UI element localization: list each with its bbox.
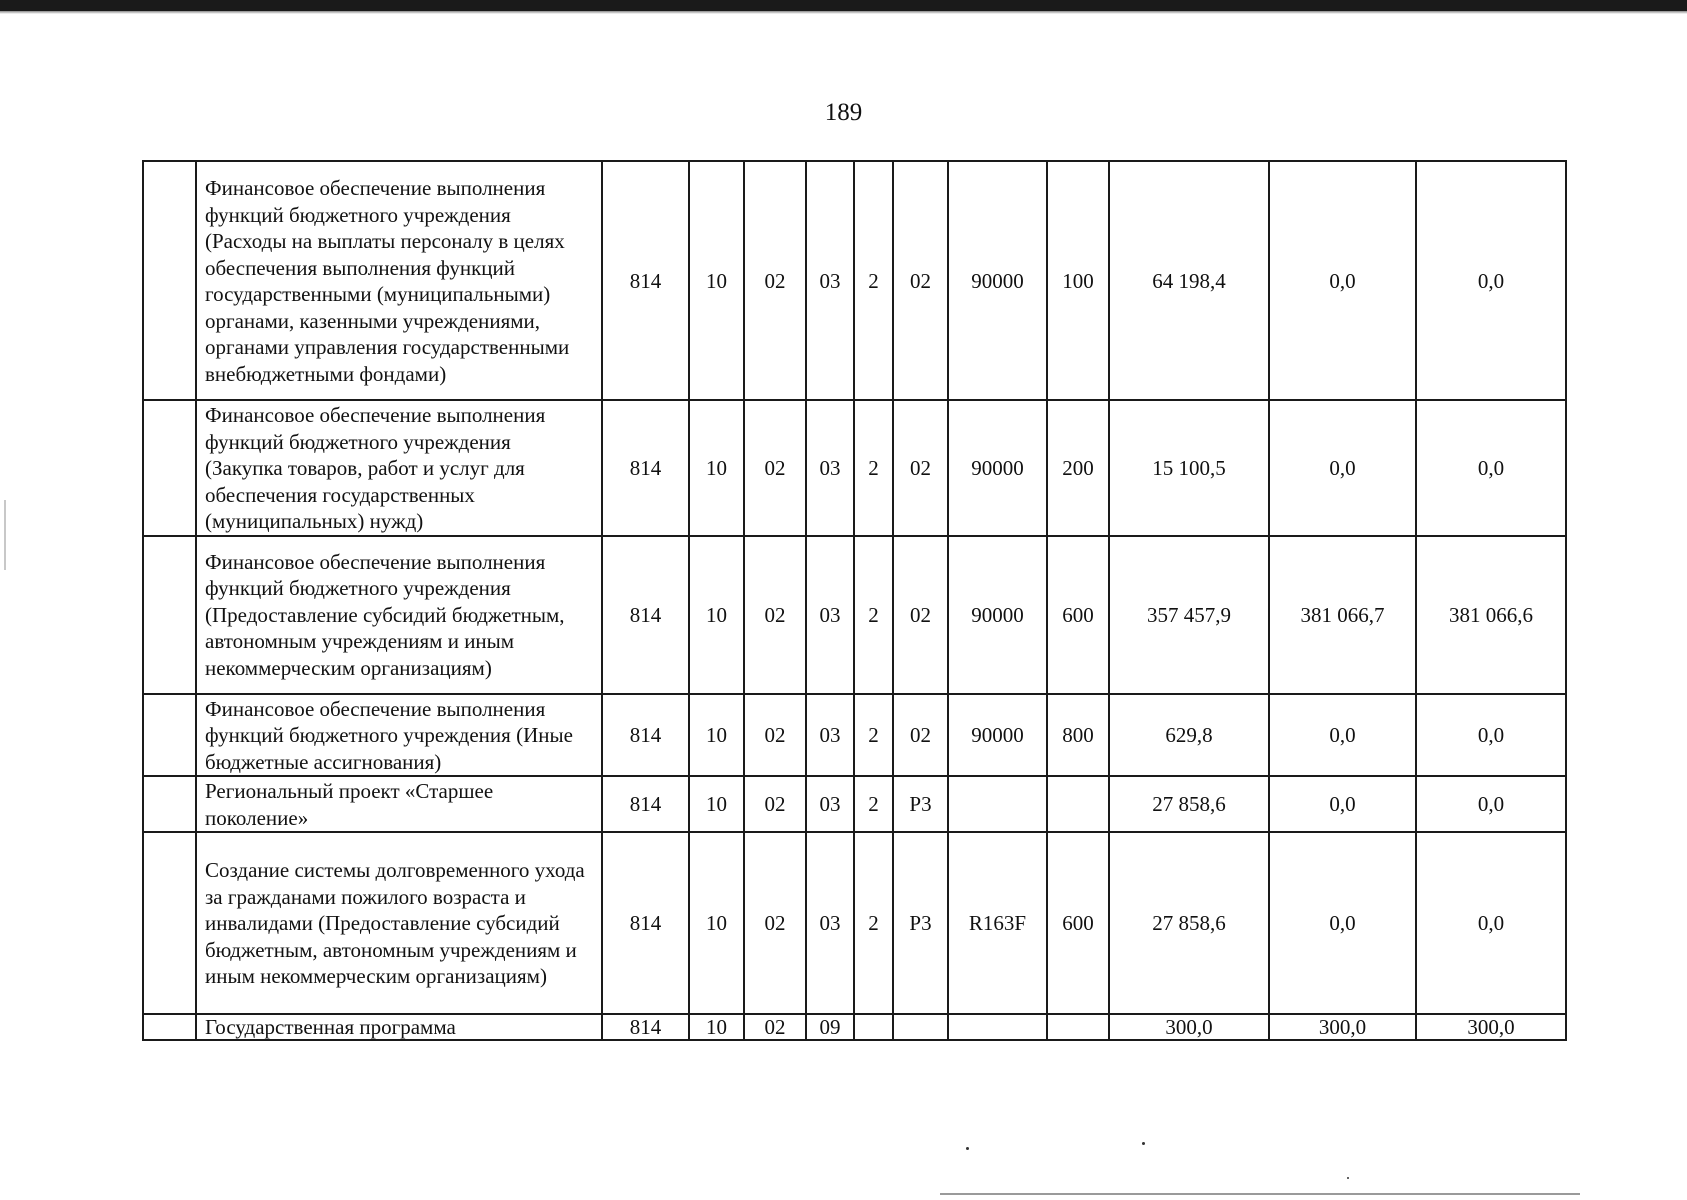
subprogram-code: 2: [854, 161, 893, 400]
main-event-code: P3: [893, 776, 948, 832]
section-code: 10: [689, 832, 744, 1014]
program-code: 09: [806, 1014, 854, 1040]
main-event-code: 02: [893, 536, 948, 694]
main-event-code: 02: [893, 694, 948, 777]
amount-year-2: 0,0: [1269, 400, 1416, 536]
section-code: 10: [689, 694, 744, 777]
amount-year-1: 629,8: [1109, 694, 1269, 777]
amount-year-1: 64 198,4: [1109, 161, 1269, 400]
program-code: 03: [806, 161, 854, 400]
ved-code: 814: [602, 694, 689, 777]
scan-dot: [1142, 1142, 1145, 1145]
amount-year-1: 357 457,9: [1109, 536, 1269, 694]
amount-year-2: 0,0: [1269, 776, 1416, 832]
page-number: 189: [824, 99, 863, 126]
ved-code: 814: [602, 161, 689, 400]
program-code: 03: [806, 536, 854, 694]
table-row: [143, 161, 1566, 400]
main-event-code: 02: [893, 161, 948, 400]
section-code: 10: [689, 776, 744, 832]
subsection-code: 02: [744, 776, 806, 832]
amount-year-2: 381 066,7: [1269, 536, 1416, 694]
row-description: Финансовое обеспечение выполнения функций бюджетного учреждения (Иные бюджетные ассигнования): [196, 694, 602, 777]
row-marker-cell: [143, 694, 196, 777]
subprogram-code: 2: [854, 694, 893, 777]
row-description: Региональный проект «Старшее поколение»: [196, 776, 602, 832]
ved-code: 814: [602, 1014, 689, 1040]
row-marker-cell: [143, 776, 196, 832]
row-marker-cell: [143, 161, 196, 400]
table-row: [143, 832, 1566, 1014]
row-marker-cell: [143, 832, 196, 1014]
table-row: [143, 694, 1566, 777]
scan-left-mark: [4, 500, 6, 570]
subsection-code: 02: [744, 400, 806, 536]
subsection-code: 02: [744, 161, 806, 400]
scan-top-edge: [0, 0, 1687, 11]
scan-top-shadow: [0, 11, 1687, 14]
row-description: Создание системы долговременного ухода за гражданами пожилого возраста и инвалидами (Предоставление субсидий бюджетным, автономным учреждениям и иным некоммерческим организациям): [196, 832, 602, 1014]
amount-year-2: 300,0: [1269, 1014, 1416, 1040]
direction-code: 90000: [948, 536, 1047, 694]
expense-type-code: 600: [1047, 832, 1109, 1014]
amount-year-2: 0,0: [1269, 161, 1416, 400]
row-marker-cell: [143, 536, 196, 694]
program-code: 03: [806, 832, 854, 1014]
subsection-code: 02: [744, 694, 806, 777]
program-code: 03: [806, 694, 854, 777]
section-code: 10: [689, 536, 744, 694]
program-code: 03: [806, 400, 854, 536]
row-marker-cell: [143, 400, 196, 536]
amount-year-3: 300,0: [1416, 1014, 1566, 1040]
scan-dot: [1347, 1177, 1349, 1179]
subsection-code: 02: [744, 1014, 806, 1040]
amount-year-3: 0,0: [1416, 161, 1566, 400]
budget-table-body: [143, 161, 1566, 1040]
amount-year-3: 0,0: [1416, 400, 1566, 536]
amount-year-1: 300,0: [1109, 1014, 1269, 1040]
expense-type-code: 600: [1047, 536, 1109, 694]
amount-year-3: 381 066,6: [1416, 536, 1566, 694]
amount-year-1: 27 858,6: [1109, 776, 1269, 832]
ved-code: 814: [602, 400, 689, 536]
table-row: [143, 776, 1566, 832]
subprogram-code: 2: [854, 400, 893, 536]
budget-table: [142, 160, 1567, 1041]
amount-year-3: 0,0: [1416, 832, 1566, 1014]
table-row: [143, 400, 1566, 536]
table-row: [143, 1014, 1566, 1040]
amount-year-1: 27 858,6: [1109, 832, 1269, 1014]
table-row: [143, 536, 1566, 694]
program-code: 03: [806, 776, 854, 832]
section-code: 10: [689, 1014, 744, 1040]
expense-type-code: [1047, 1014, 1109, 1040]
expense-type-code: [1047, 776, 1109, 832]
section-code: 10: [689, 400, 744, 536]
ved-code: 814: [602, 832, 689, 1014]
amount-year-1: 15 100,5: [1109, 400, 1269, 536]
row-marker-cell: [143, 1014, 196, 1040]
row-description: Финансовое обеспечение выполнения функций бюджетного учреждения (Закупка товаров, работ и услуг для обеспечения государственных (муниципальных) нужд): [196, 400, 602, 536]
subsection-code: 02: [744, 536, 806, 694]
row-description: Государственная программа: [196, 1014, 602, 1040]
main-event-code: P3: [893, 832, 948, 1014]
subprogram-code: 2: [854, 536, 893, 694]
amount-year-3: 0,0: [1416, 694, 1566, 777]
main-event-code: [893, 1014, 948, 1040]
amount-year-3: 0,0: [1416, 776, 1566, 832]
scan-dot: [966, 1147, 969, 1150]
amount-year-2: 0,0: [1269, 694, 1416, 777]
expense-type-code: 100: [1047, 161, 1109, 400]
direction-code: [948, 776, 1047, 832]
expense-type-code: 200: [1047, 400, 1109, 536]
subprogram-code: [854, 1014, 893, 1040]
section-code: 10: [689, 161, 744, 400]
subprogram-code: 2: [854, 832, 893, 1014]
amount-year-2: 0,0: [1269, 832, 1416, 1014]
main-event-code: 02: [893, 400, 948, 536]
scan-bottom-line: [940, 1193, 1580, 1195]
direction-code: 90000: [948, 694, 1047, 777]
direction-code: [948, 1014, 1047, 1040]
direction-code: 90000: [948, 400, 1047, 536]
direction-code: R163F: [948, 832, 1047, 1014]
ved-code: 814: [602, 776, 689, 832]
subsection-code: 02: [744, 832, 806, 1014]
direction-code: 90000: [948, 161, 1047, 400]
row-description: Финансовое обеспечение выполнения функций бюджетного учреждения (Расходы на выплаты персоналу в целях обеспечения выполнения функций государственными (муниципальными) органами, казенными учреждениями, органами управления государственными внебюджетными фондами): [196, 161, 602, 400]
expense-type-code: 800: [1047, 694, 1109, 777]
subprogram-code: 2: [854, 776, 893, 832]
row-description: Финансовое обеспечение выполнения функций бюджетного учреждения (Предоставление субсидий бюджетным, автономным учреждениям и иным некоммерческим организациям): [196, 536, 602, 694]
ved-code: 814: [602, 536, 689, 694]
